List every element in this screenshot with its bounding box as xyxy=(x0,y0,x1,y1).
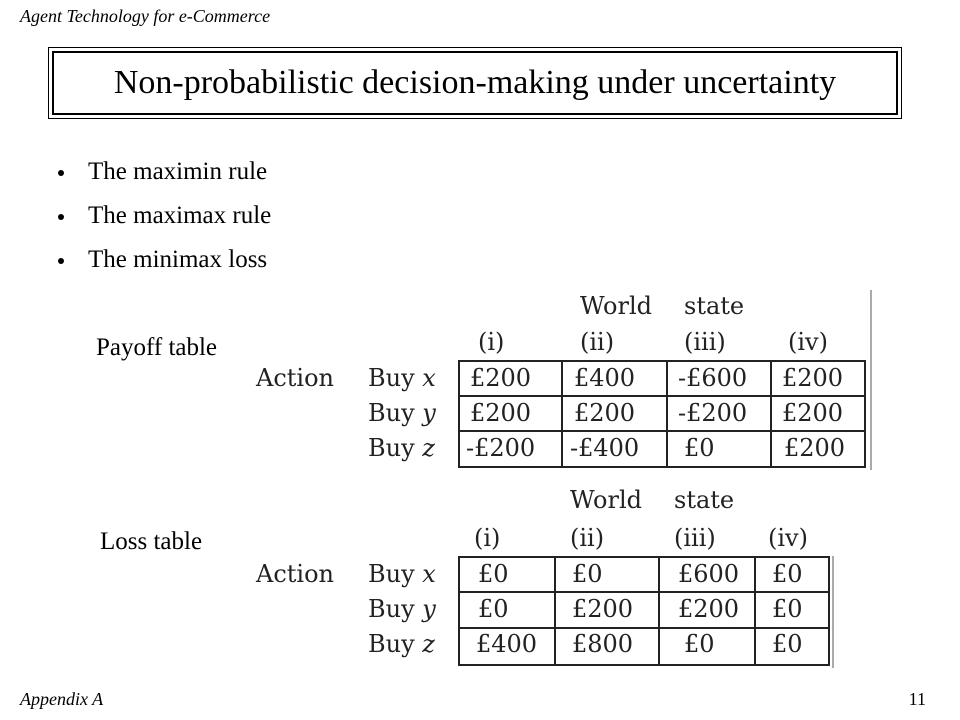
slide-title: Non-probabilistic decision-making under uncertainty xyxy=(52,51,898,115)
table-cell: £0 xyxy=(684,434,715,462)
page-number: 11 xyxy=(908,689,926,709)
table-cell: £200 xyxy=(470,364,532,392)
course-header: Agent Technology for e-Commerce xyxy=(20,6,271,26)
table-cell: £200 xyxy=(782,399,844,427)
table-cell: £200 xyxy=(572,595,634,623)
world-heading: World xyxy=(580,292,652,320)
table-cell: £200 xyxy=(784,434,846,462)
row-label: Buy x xyxy=(368,560,436,588)
state-header: (iii) xyxy=(674,524,716,552)
payoff-table-label: Payoff table xyxy=(96,334,218,361)
grid-line xyxy=(458,591,830,593)
grid-line xyxy=(458,627,830,629)
bullet-dot-icon xyxy=(58,170,64,176)
table-cell: £0 xyxy=(684,630,715,658)
state-heading: state xyxy=(674,486,735,514)
state-header: (ii) xyxy=(580,328,615,356)
bullet-text: The maximin rule xyxy=(88,158,268,185)
row-label: Buy x xyxy=(368,364,436,392)
grid-line xyxy=(561,360,563,468)
bullet-text: The maximax rule xyxy=(88,202,272,229)
footer-appendix: Appendix A xyxy=(20,689,104,709)
bullet-item-maximin xyxy=(50,150,271,194)
table-cell: £800 xyxy=(572,630,634,658)
table-cell: £0 xyxy=(772,595,803,623)
grid-line xyxy=(770,360,772,468)
action-row-header: Action xyxy=(256,560,334,588)
table-cell: £0 xyxy=(772,630,803,658)
loss-table xyxy=(254,484,834,668)
state-header: (iv) xyxy=(788,328,828,356)
table-cell: £0 xyxy=(772,560,803,588)
grid-line xyxy=(554,556,556,666)
grid-line xyxy=(458,395,866,397)
bullet-dot-icon xyxy=(58,258,64,264)
table-cell: £0 xyxy=(478,560,509,588)
table-edge xyxy=(832,556,834,668)
bullet-item-maximax xyxy=(50,194,271,238)
table-cell: £400 xyxy=(476,630,538,658)
row-label: Buy y xyxy=(368,595,436,623)
grid-line xyxy=(458,430,866,432)
row-label: Buy z xyxy=(368,630,435,658)
table-cell: £200 xyxy=(678,595,740,623)
table-cell: -£600 xyxy=(678,364,748,392)
table-cell: £200 xyxy=(782,364,844,392)
grid-line xyxy=(666,360,668,468)
bullet-item-minimax-loss xyxy=(50,238,271,282)
state-header: (ii) xyxy=(570,524,605,552)
row-label: Buy y xyxy=(368,399,436,427)
bullet-list xyxy=(50,150,271,282)
bullet-text: The minimax loss xyxy=(88,246,268,273)
row-label: Buy z xyxy=(368,434,435,462)
action-row-header: Action xyxy=(256,364,334,392)
bullet-dot-icon xyxy=(58,214,64,220)
table-cell: £200 xyxy=(470,399,532,427)
table-cell: -£400 xyxy=(570,434,640,462)
table-cell: -£200 xyxy=(466,434,536,462)
table-cell: £400 xyxy=(574,364,636,392)
loss-table-label: Loss table xyxy=(100,528,203,555)
world-heading: World xyxy=(570,486,642,514)
table-cell: £0 xyxy=(478,595,509,623)
state-header: (iii) xyxy=(684,328,726,356)
grid-line xyxy=(658,556,660,666)
state-header: (iv) xyxy=(768,524,808,552)
state-header: (i) xyxy=(474,524,501,552)
table-cell: £0 xyxy=(572,560,603,588)
state-header: (i) xyxy=(478,328,505,356)
table-cell: £200 xyxy=(574,399,636,427)
table-cell: -£200 xyxy=(678,399,748,427)
state-heading: state xyxy=(684,292,745,320)
payoff-table xyxy=(254,290,874,470)
table-cell: £600 xyxy=(678,560,740,588)
table-edge xyxy=(870,290,872,470)
grid-line xyxy=(754,556,756,666)
title-frame xyxy=(48,47,902,119)
